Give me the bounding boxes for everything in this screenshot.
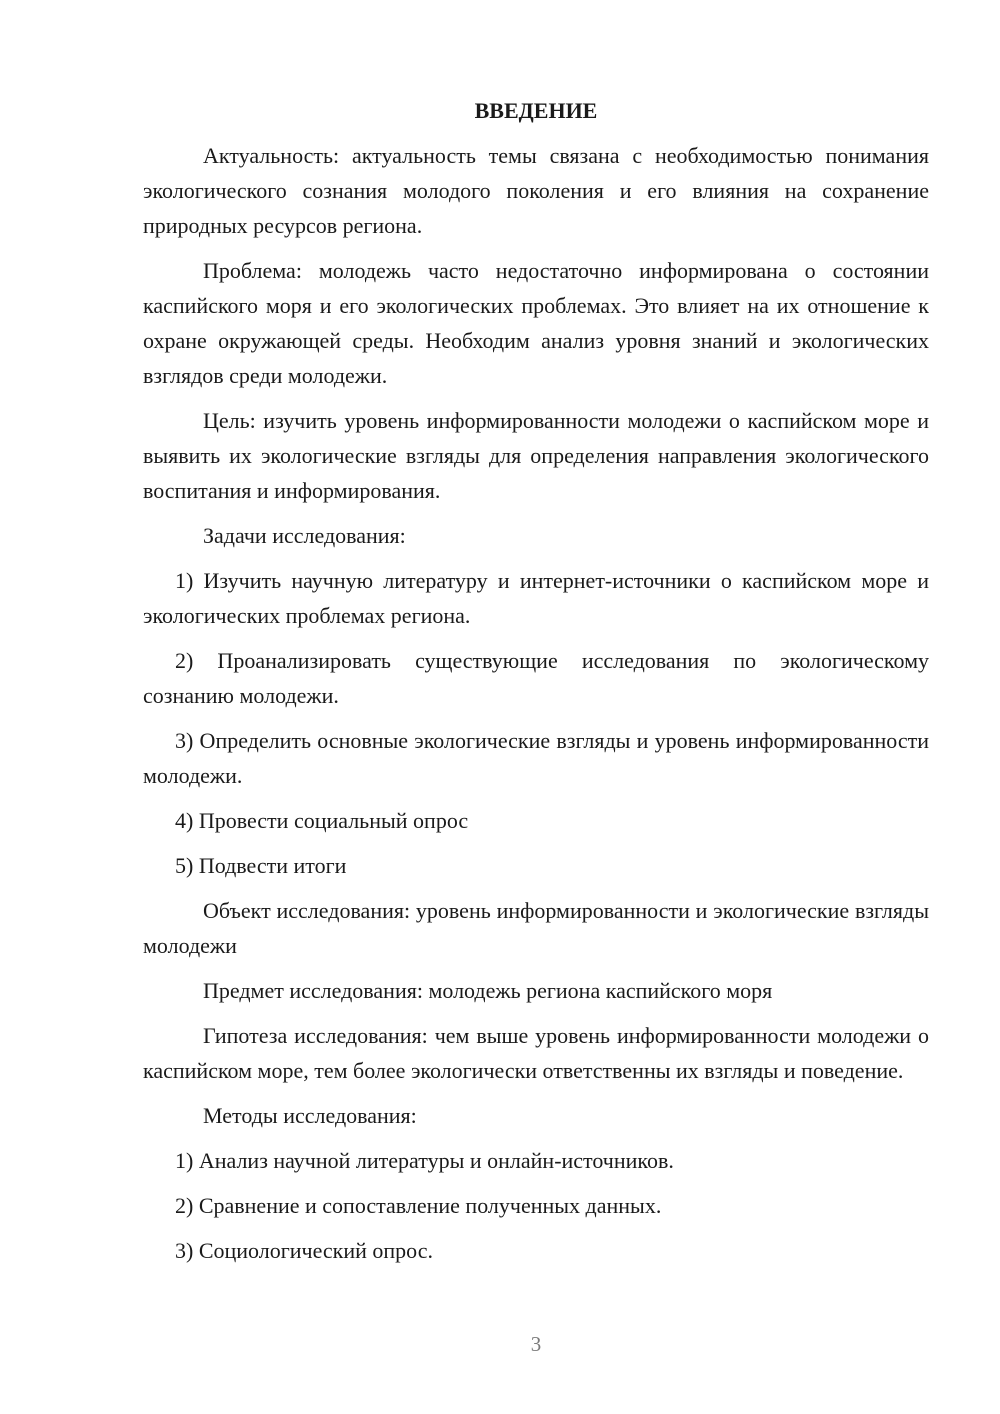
task-item-1: 1) Изучить научную литературу и интернет-источники о каспийском море и экологических проблемах региона.	[143, 568, 929, 628]
goal-paragraph: Цель: изучить уровень информированности молодежи о каспийском море и выявить их экологические взгляды для определения направления экологического воспитания и информирования.	[143, 408, 929, 503]
page-number: 3	[530, 1332, 542, 1356]
section-title: ВВЕДЕНИЕ	[474, 98, 598, 123]
method-item-1: 1) Анализ научной литературы и онлайн-источников.	[175, 1148, 674, 1173]
task-item-3: 3) Определить основные экологические взгляды и уровень информированности молодежи.	[143, 728, 929, 788]
tasks-heading: Задачи исследования:	[203, 523, 406, 548]
document-body	[143, 93, 929, 1278]
method-item-3: 3) Социологический опрос.	[175, 1238, 433, 1263]
problem-paragraph: Проблема: молодежь часто недостаточно информирована о состоянии каспийского моря и его экологических проблемах. Это влияет на их отношение к охране окружающей среды. Необходим анализ уровня знаний и экологических взглядов среди молодежи.	[143, 258, 929, 388]
methods-heading: Методы исследования:	[203, 1103, 417, 1128]
method-item-2: 2) Сравнение и сопоставление полученных данных.	[175, 1193, 662, 1218]
task-item-4: 4) Провести социальный опрос	[175, 808, 469, 833]
hypothesis-paragraph: Гипотеза исследования: чем выше уровень информированности молодежи о каспийском море, тем более экологически ответственны их взгляды и поведение.	[143, 1023, 929, 1083]
task-item-2: 2) Проанализировать существующие исследования по экологическому сознанию молодежи.	[143, 648, 929, 708]
object-paragraph: Объект исследования: уровень информированности и экологические взгляды молодежи	[143, 898, 929, 958]
task-item-5: 5) Подвести итоги	[175, 853, 347, 878]
subject-paragraph: Предмет исследования: молодежь региона каспийского моря	[203, 978, 773, 1003]
relevance-paragraph: Актуальность: актуальность темы связана с необходимостью понимания экологического сознания молодого поколения и его влияния на сохранение природных ресурсов региона.	[143, 143, 929, 238]
